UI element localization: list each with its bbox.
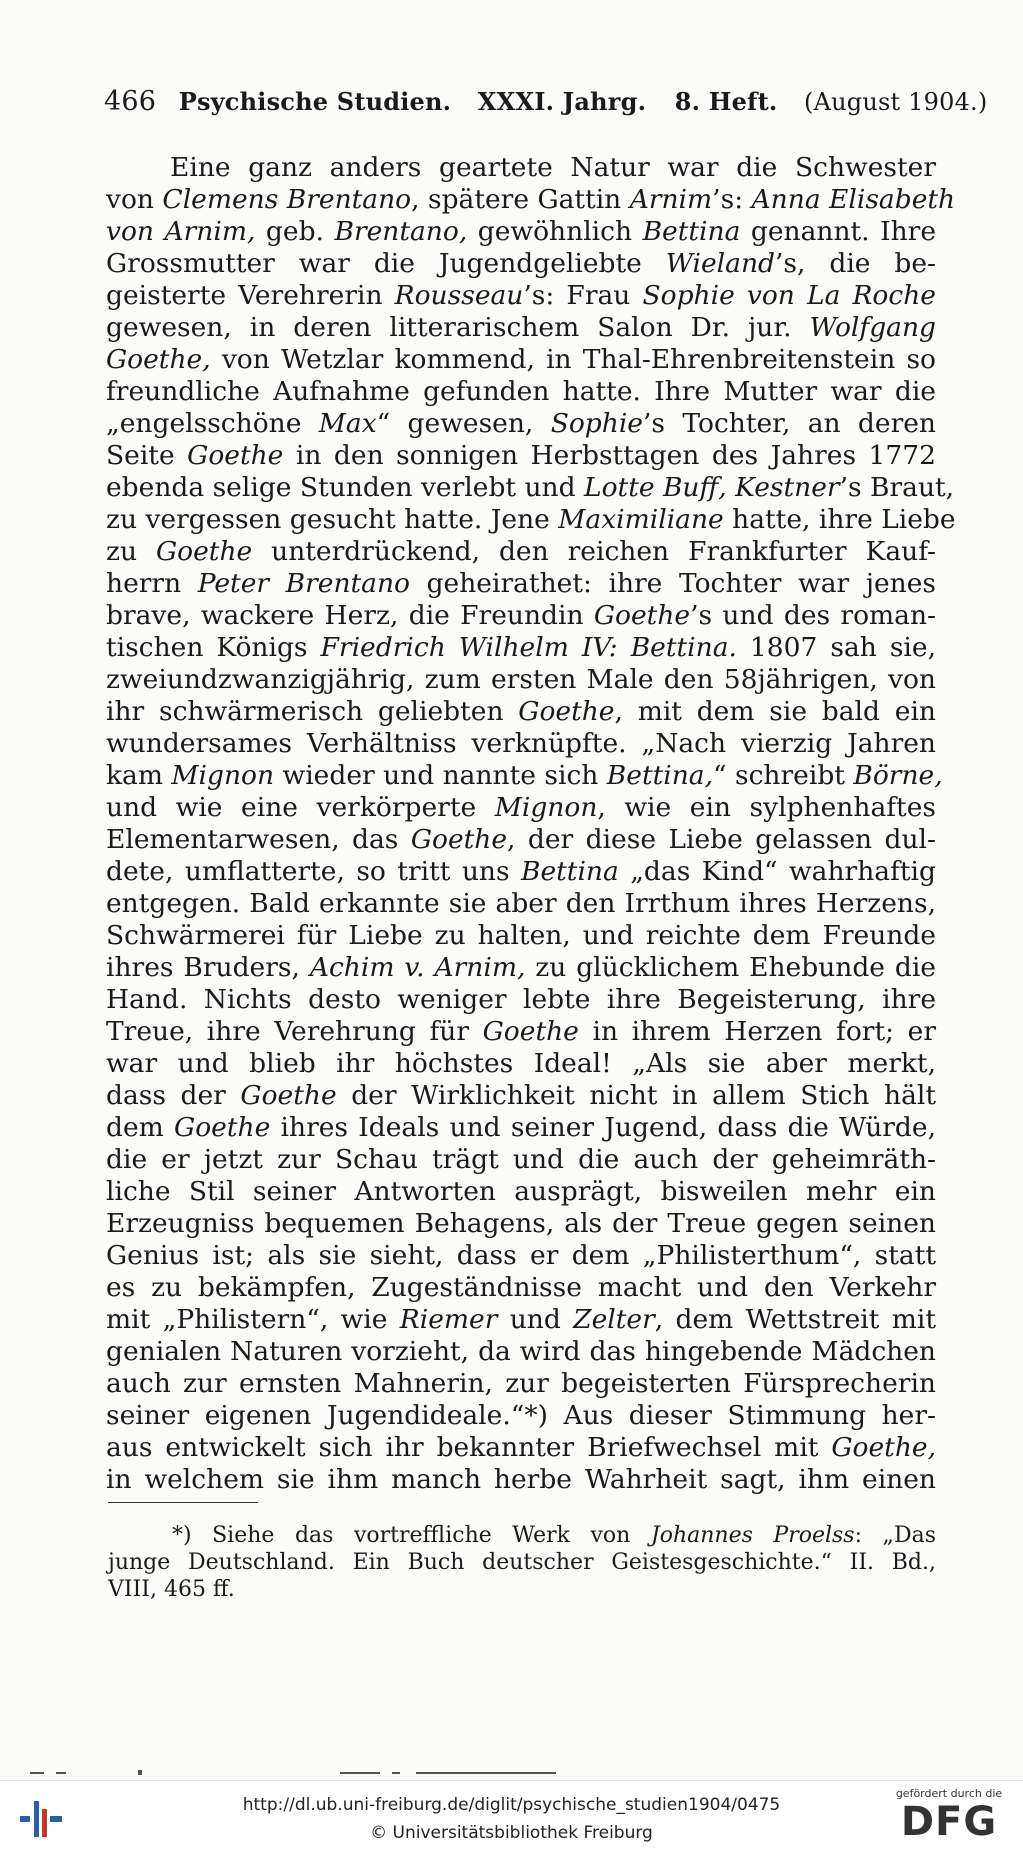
text-line [106,536,936,568]
main-paragraph [106,152,956,1496]
text-line [106,600,936,632]
italic-name: Johannes Proelss [650,1523,855,1548]
italic-name: Goethe [482,1016,579,1047]
text-run: dem [106,1112,175,1143]
text-run: , der diese Liebe gelassen dul- [507,824,936,855]
text-line [108,1522,936,1549]
text-run: der Wirklichkeit nicht in allem Stich hält [336,1080,937,1111]
text-run: „das Kind“ wahrhaftig [618,856,936,887]
text-run: liche Stil seiner Antworten ausprägt, bisweilen mehr ein [106,1176,936,1207]
text-run: *) Siehe das vortreffliche Werk von [172,1523,651,1548]
text-line [106,632,936,664]
text-run: seiner eigenen Jugendideale.“*) Aus dieser Stimmung her- [106,1400,936,1431]
text-line [106,824,936,856]
text-line [106,408,936,440]
italic-name: Anna Elisabeth [751,184,956,215]
text-line [106,312,936,344]
text-line [106,216,936,248]
text-run: Genius ist; als sie sieht, dass er dem „Philisterthum“, statt [106,1240,936,1271]
text-run: unterdrückend, den reichen Frankfurter Kauf- [252,536,937,567]
text-run: von Wetzlar kommend, in Thal-Ehrenbreitenstein so [210,344,936,375]
italic-name: Zelter [573,1304,655,1335]
text-line [106,344,936,376]
italic-name: Rousseau [394,280,524,311]
text-run: auch zur ernsten Mahnerin, zur begeisterten Fürsprecherin [106,1368,936,1399]
text-run: genannt. Ihre [740,216,937,247]
text-line [106,1400,936,1432]
italic-name: Clemens Brentano [162,184,412,215]
text-line [106,696,936,728]
text-run: in den sonnigen Herbsttagen des Jahres 1772 [283,440,936,471]
text-run: Treue, ihre Verehrung für [106,1016,483,1047]
text-run: aus entwickelt sich ihr bekannter Briefwechsel mit [106,1432,832,1463]
text-line [106,1080,936,1112]
text-line [106,376,936,408]
running-header [104,86,988,126]
text-run: ihres Bruders, [106,952,310,983]
text-run: , spätere Gattin [411,184,630,215]
text-line [106,1368,936,1400]
text-line [106,1432,936,1464]
text-line [106,1176,936,1208]
text-run: “ schreibt [713,760,854,791]
text-run: ’s: Frau [523,280,643,311]
text-run: ’s Braut, [839,472,955,503]
footnote-divider [108,1502,258,1503]
text-line [106,1464,936,1496]
dfg-sponsor [886,1787,1012,1851]
italic-name: Mignon [171,760,275,791]
text-run: Erzeugniss bequemen Behagens, als der Treue gegen seinen [106,1208,936,1239]
text-run: Elementarwesen, das [106,824,411,855]
text-run: junge Deutschland. Ein Buch deutscher Geistesgeschichte.“ II. Bd., [108,1550,936,1575]
text-line [106,952,936,984]
text-run: hatte, ihre Liebe [723,504,956,535]
text-run: und [497,1304,574,1335]
text-run: Eine ganz anders geartete Natur war die Schwester [170,152,936,183]
text-run: , wie ein sylphenhaftes [597,792,936,823]
italic-name: Goethe, [106,344,211,375]
text-run: die er jetzt zur Schau trägt und die auch der geheimräth- [106,1144,936,1175]
text-run: “ gewesen, [376,408,551,439]
text-run: zu glücklichem Ehebunde die [525,952,936,983]
italic-name: Goethe [518,696,615,727]
text-run: 1807 sah sie, [736,632,937,663]
text-run: geheirathet: ihre Tochter war jenes [410,568,936,599]
text-run: ebenda selige Stunden verlebt und [106,472,584,503]
text-line [106,504,956,536]
text-run: freundliche Aufnahme gefunden hatte. Ihre Mutter war die [106,376,936,407]
text-run: dass der [106,1080,241,1111]
text-run: VIII, 465 ff. [108,1577,235,1602]
italic-name: Mignon [494,792,598,823]
text-line [106,1048,936,1080]
text-line [106,568,936,600]
italic-name: Lotte Buff, Kestner [584,472,840,503]
text-run: Seite [106,440,188,471]
library-footer [0,1780,1023,1854]
text-line [106,1208,936,1240]
italic-name: Maximiliane [558,504,724,535]
text-run: zu vergessen gesucht hatte. Jene [106,504,559,535]
italic-name: Sophie von La Roche [642,280,936,311]
text-run: dete, umflatterte, so tritt uns [106,856,521,887]
issue-date: (August 1904.) [804,88,988,116]
italic-name: Goethe [155,536,253,567]
text-line [106,760,943,792]
page-number: 466 [104,86,157,117]
italic-name: Goethe [240,1080,337,1111]
italic-name: von Arnim, [106,216,256,247]
text-run: geisterte Verehrerin [106,280,395,311]
text-run: ’s, die be- [774,248,936,279]
italic-name: Peter Brentano [197,568,410,599]
text-run: „engelsschöne [106,408,319,439]
text-run: in ihrem Herzen fort; er [578,1016,936,1047]
text-run: zweiundzwanzigjährig, zum ersten Male den 58jährigen, von [106,664,936,695]
text-run: zu [106,536,156,567]
text-line [106,1144,936,1176]
text-run: es zu bekämpfen, Zugeständnisse macht und den Verkehr [106,1272,936,1303]
text-run: genialen Naturen vorzieht, da wird das hingebende Mädchen [106,1336,936,1367]
text-line [106,472,955,504]
text-line [106,792,936,824]
text-run: Hand. Nichts desto weniger lebte ihre Begeisterung, ihre [106,984,936,1015]
text-line [106,1240,936,1272]
italic-name: Goethe [187,440,284,471]
text-line [108,1549,936,1576]
text-line [106,1304,936,1336]
text-line [106,248,936,280]
text-run: , mit dem sie bald ein [614,696,936,727]
text-run: kam [106,760,172,791]
text-run: ’s: [712,184,752,215]
text-run: geb. [255,216,335,247]
text-run: wieder und nannte sich [274,760,607,791]
italic-name: Bettina, [606,760,714,791]
italic-name: Max [318,408,377,439]
text-run: und wie eine verkörperte [106,792,495,823]
issue-label: 8. Heft. [674,87,778,116]
text-line [106,1272,936,1304]
dfg-logo: DFG [900,1799,998,1845]
italic-name: Friedrich Wilhelm IV: Bettina. [320,632,737,663]
italic-name: Sophie [550,408,643,439]
italic-name: Riemer [399,1304,498,1335]
text-line [108,1576,936,1603]
text-line [106,184,956,216]
text-line [106,888,936,920]
sponsor-tagline: gefördert durch die [895,1787,1003,1800]
italic-name: Wolfgang [809,312,936,343]
text-run: ihr schwärmerisch geliebten [106,696,519,727]
italic-name: Bettina [520,856,619,887]
text-run: war und blieb ihr höchstes Ideal! „Als sie aber merkt, [106,1048,936,1079]
text-run: gewöhnlich [467,216,643,247]
text-run: Schwärmerei für Liebe zu halten, und reichte dem Freunde [106,920,936,951]
text-run: von [106,184,163,215]
text-line [106,984,936,1016]
italic-name: Goethe, [831,1432,936,1463]
italic-name: Goethe [174,1112,271,1143]
source-url[interactable]: http://dl.ub.uni-freiburg.de/diglit/psychische_studien1904/0475 [242,1795,781,1815]
italic-name: Goethe [593,600,691,631]
text-run: herrn [106,568,198,599]
text-line [106,728,936,760]
text-run: Grossmutter war die Jugendgeliebte [106,248,666,279]
text-line [106,856,936,888]
footnote [108,1522,936,1603]
text-line [106,152,936,184]
text-run: , dem Wettstreit mit [654,1304,936,1335]
italic-name: Achim v. Arnim, [309,952,526,983]
italic-name: Arnim [629,184,713,215]
text-run: entgegen. Bald erkannte sie aber den Irrthum ihres Herzens, [106,888,936,919]
text-run: mit „Philistern“, wie [106,1304,400,1335]
text-line [106,280,936,312]
italic-name: Börne, [853,760,943,791]
italic-name: Goethe [410,824,508,855]
italic-name: Wieland [665,248,775,279]
text-run: wundersames Verhältniss verknüpfte. „Nach vierzig Jahren [106,728,936,759]
copyright-notice: © Universitätsbibliothek Freiburg [370,1823,653,1843]
text-line [106,1112,936,1144]
text-run: ’s und des roman- [690,600,936,631]
text-run: brave, wackere Herz, die Freundin [106,600,594,631]
text-line [106,440,936,472]
journal-title: Psychische Studien. [178,87,452,116]
text-line [106,920,936,952]
text-line [106,1336,936,1368]
italic-name: Bettina [642,216,741,247]
text-run: gewesen, in deren litterarischem Salon Dr. jur. [106,312,810,343]
text-line [106,664,936,696]
text-run: : „Das [854,1523,936,1548]
text-line [106,1016,936,1048]
text-run: ihres Ideals und seiner Jugend, dass die Würde, [270,1112,936,1143]
volume-label: XXXI. Jahrg. [477,87,647,116]
text-run: tischen Königs [106,632,321,663]
text-run: in welchem sie ihm manch herbe Wahrheit sagt, ihm einen [106,1464,936,1495]
text-run: ’s Tochter, an deren [643,408,936,439]
italic-name: Brentano, [334,216,468,247]
